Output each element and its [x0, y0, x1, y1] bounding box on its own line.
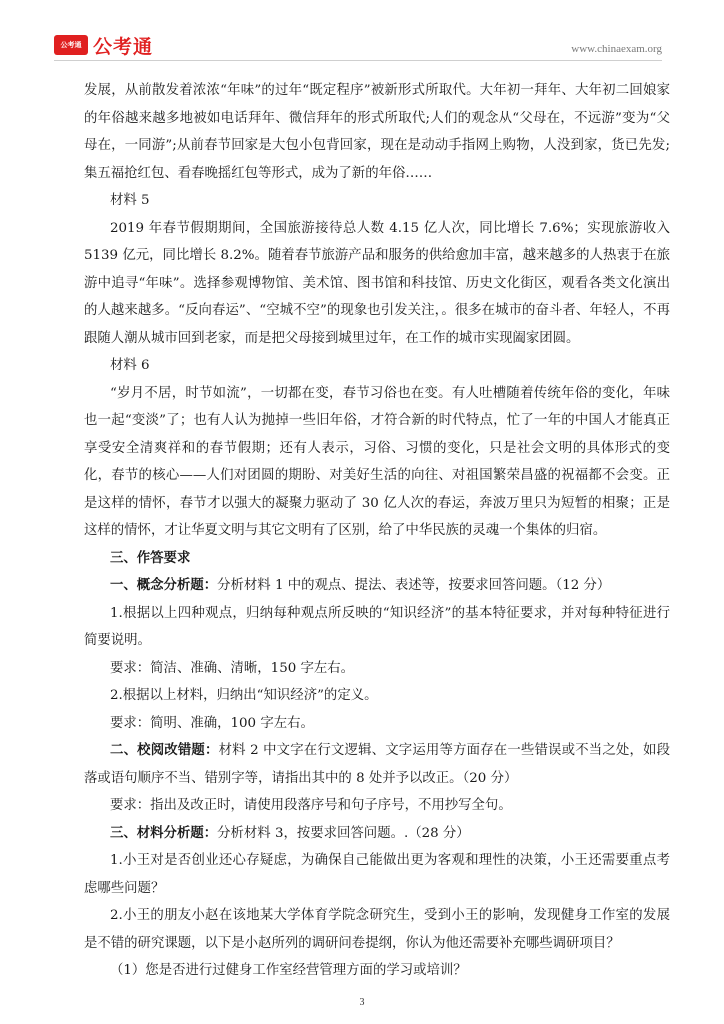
question-1-heading: 一、概念分析题：	[110, 577, 218, 593]
header-divider	[54, 60, 662, 61]
logo-badge: 公考通	[54, 35, 88, 55]
question-2-text: 材料 2 中文字在行文逻辑、文字运用等方面存在一些错误或不当之处，如段落或语句顺序不当、错别字等，请指出其中的 8 处并予以改正。（20 分）	[84, 743, 671, 786]
question-2-heading: 二、校阅改错题：	[110, 742, 219, 758]
logo-text: 公考通	[93, 35, 154, 58]
material-5-label: 材料 5	[110, 193, 150, 208]
question-2-requirement: 要求：指出及改正时，请使用段落序号和句子序号，不用抄写全句。	[110, 798, 512, 813]
question-1-text: 分析材料 1 中的观点、提法、表述等，按要求回答问题。（12 分）	[217, 578, 611, 593]
site-url: www.chinaexam.org	[571, 43, 662, 55]
document-body	[84, 77, 670, 985]
question-2	[84, 737, 670, 792]
question-3-text: 分析材料 3，按要求回答问题。.（28 分）	[217, 825, 470, 841]
paragraph-continuation: 发展，从前散发着浓浓“年味”的过年“既定程序”被新形式所取代。大年初一拜年、大年初二回娘家的年俗越来越多地被如电话拜年、微信拜年的形式所取代;人们的观念从“父母在，不远游”变为“父母在，一同游”;从前春节回家是大包小包背回家，现在是动动手指网上购物，人没到家，货已先发;集五福抢红包、看春晚摇红包等形式，成为了新的年俗……	[84, 83, 670, 181]
section-heading: 三、作答要求	[110, 549, 191, 566]
question-3-heading: 三、材料分析题：	[110, 824, 218, 841]
question-1-2-requirement: 要求：简明、准确，100 字左右。	[110, 715, 314, 731]
page-number: 3	[359, 997, 365, 1008]
question-1-2: 2.根据以上材料，归纳出“知识经济”的定义。	[110, 688, 378, 703]
material-5-text: 2019 年春节假期期间，全国旅游接待总人数 4.15 亿人次，同比增长 7.6%；实现旅游收入 5139 亿元，同比增长 8.2%。随着春节旅游产品和服务的供给愈加丰富，越来越多的人热衷于在旅游中追寻“年味”。选择参观博物馆、美术馆、图书馆和科技馆、历史文化街区，观看各类文化演出的人越来越多。“反向春运”、“空城不空”的现象也引发关注，。很多在城市的奋斗者、年轻人，不再跟随人潮从城市回到老家，而是把父母接到城里过年，在工作的城市实现阖家团圆。	[84, 220, 670, 346]
question-3-1: 1.小王对是否创业还心存疑虑，为确保自己能做出更为客观和理性的决策，小王还需要重点考虑哪些问题？	[84, 853, 670, 896]
question-1	[84, 572, 670, 600]
material-6-label: 材料 6	[110, 358, 150, 373]
question-3-2: 2.小王的朋友小赵在该地某大学体育学院念研究生，受到小王的影响，发现健身工作室的发展是不错的研究课题，以下是小赵所列的调研问卷提纲，你认为他还需要补充哪些调研项目？	[84, 908, 670, 951]
question-1-1-requirement: 要求：简洁、准确、清晰，150 字左右。	[110, 660, 355, 676]
question-1-1: 1.根据以上四种观点，归纳每种观点所反映的“知识经济”的基本特征要求，并对每种特征进行简要说明。	[84, 605, 670, 648]
question-3	[84, 820, 670, 848]
page-header	[0, 0, 724, 70]
logo	[54, 34, 153, 56]
material-6-text: “岁月不居，时节如流”，一切都在变，春节习俗也在变。有人吐槽随着传统年俗的变化，年味也一起“变淡”了；也有人认为抛掉一些旧年俗，才符合新的时代特点，忙了一年的中国人才能真正享受安全清爽祥和的春节假期；还有人表示，习俗、习惯的变化，只是社会文明的具体形式的变化，春节的核心——人们对团圆的期盼、对美好生活的向往、对祖国繁荣昌盛的祝福都不会变。正是这样的情怀，春节才以强大的凝聚力驱动了 30 亿人次的春运，奔波万里只为短暂的相聚；正是这样的情怀，才让华夏文明与其它文明有了区别，给了中华民族的灵魂一个集体的归宿。	[84, 385, 670, 538]
question-3-2-item-1: （1）您是否进行过健身工作室经营管理方面的学习或培训？	[110, 963, 467, 978]
